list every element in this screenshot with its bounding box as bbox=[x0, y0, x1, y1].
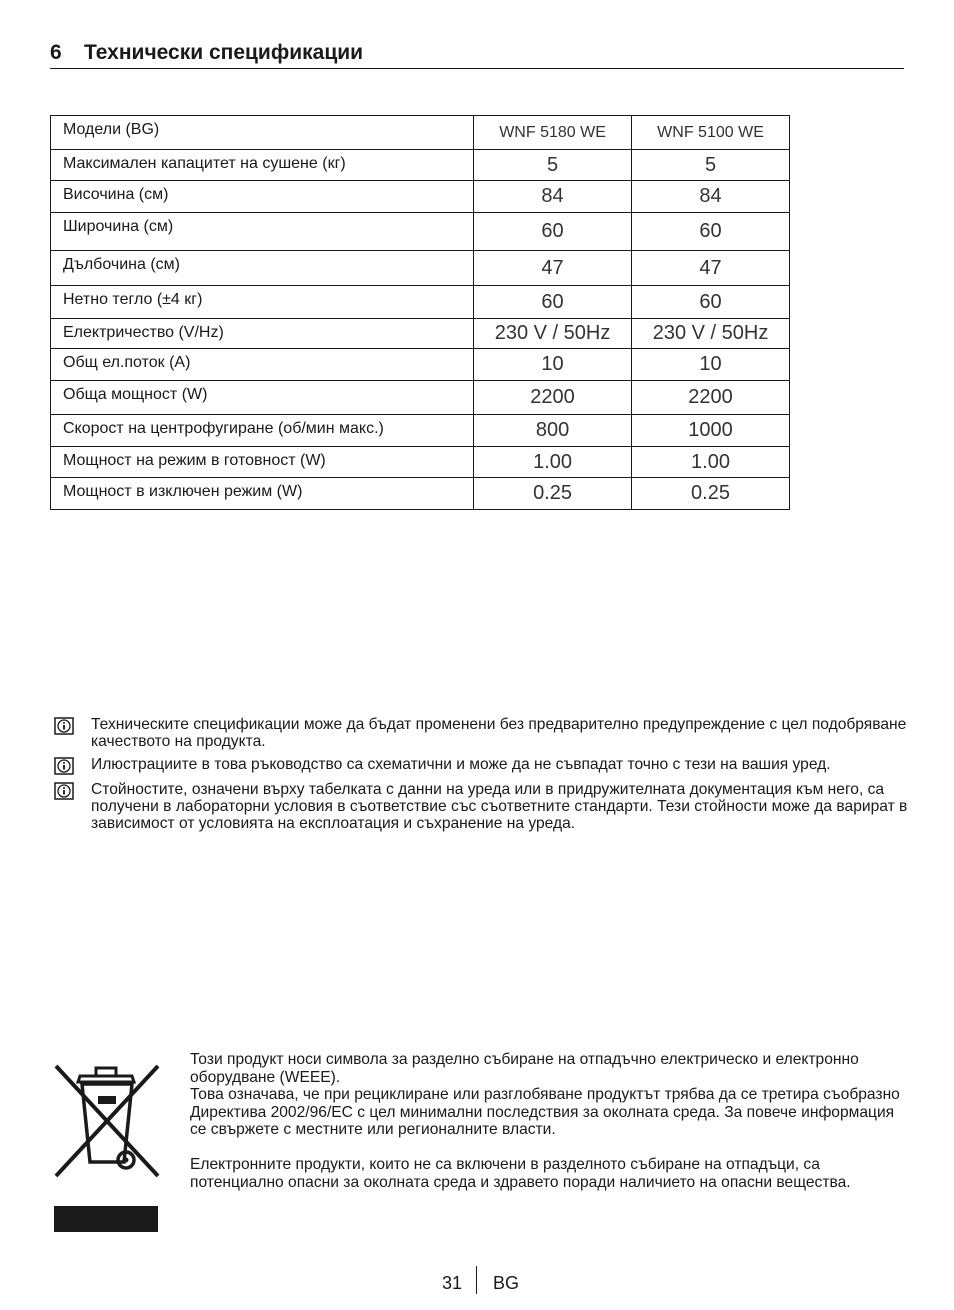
table-header-row bbox=[51, 116, 790, 150]
table-row bbox=[51, 349, 790, 381]
row-value-2: 47 bbox=[632, 251, 790, 286]
specs-table bbox=[50, 115, 790, 510]
row-value-1: 47 bbox=[474, 251, 632, 286]
row-label: Обща мощност (W) bbox=[51, 381, 474, 415]
row-value-2: 84 bbox=[632, 181, 790, 213]
language-code: BG bbox=[493, 1273, 520, 1293]
table-row bbox=[51, 251, 790, 286]
table-row bbox=[51, 447, 790, 478]
row-value-2: 10 bbox=[632, 349, 790, 381]
row-label: Височина (см) bbox=[51, 181, 474, 213]
row-value-2: 1000 bbox=[632, 415, 790, 447]
table-row bbox=[51, 381, 790, 415]
row-label: Мощност в изключен режим (W) bbox=[51, 478, 474, 510]
row-value-1: 84 bbox=[474, 181, 632, 213]
row-value-1: 230 V / 50Hz bbox=[474, 319, 632, 349]
info-icon bbox=[54, 781, 91, 832]
table-row bbox=[51, 213, 790, 251]
crossed-out-bin-icon bbox=[52, 1062, 162, 1185]
table-row bbox=[51, 415, 790, 447]
weee-paragraph-3: Електронните продукти, които не са включени в разделното събиране на отпадъци, са потенциално опасни за околната среда и здравето поради наличието на опасни вещества. bbox=[190, 1156, 851, 1191]
row-value-2: 60 bbox=[632, 286, 790, 319]
row-value-1: 60 bbox=[474, 213, 632, 251]
row-value-1: 60 bbox=[474, 286, 632, 319]
model-1: WNF 5180 WE bbox=[474, 116, 632, 150]
table-row bbox=[51, 181, 790, 213]
row-label: Скорост на центрофугиране (об/мин макс.) bbox=[51, 415, 474, 447]
row-value-1: 10 bbox=[474, 349, 632, 381]
weee-text bbox=[190, 1051, 910, 1191]
row-value-2: 60 bbox=[632, 213, 790, 251]
info-icon bbox=[54, 756, 91, 775]
table-row bbox=[51, 319, 790, 349]
row-label: Общ ел.поток (A) bbox=[51, 349, 474, 381]
row-label: Нетно тегло (±4 кг) bbox=[51, 286, 474, 319]
page-footer bbox=[0, 1266, 954, 1296]
row-label: Дълбочина (см) bbox=[51, 251, 474, 286]
info-icon bbox=[54, 716, 91, 750]
row-value-2: 1.00 bbox=[632, 447, 790, 478]
row-label: Мощност на режим в готовност (W) bbox=[51, 447, 474, 478]
row-label: Максимален капацитет на сушене (кг) bbox=[51, 150, 474, 181]
row-value-1: 2200 bbox=[474, 381, 632, 415]
row-value-1: 800 bbox=[474, 415, 632, 447]
table-row bbox=[51, 150, 790, 181]
note-text: Стойностите, означени върху табелката с данни на уреда или в придружителната документация към него, са получени в лабораторни условия в съответствие със съответните стандарти. Тези стойности може да варират в зависимост от условията на експлоатация и съхранение на уреда. bbox=[91, 781, 908, 832]
row-value-2: 0.25 bbox=[632, 478, 790, 510]
section-number: 6 bbox=[50, 41, 62, 64]
row-value-1: 1.00 bbox=[474, 447, 632, 478]
note-item bbox=[54, 781, 914, 832]
row-value-1: 0.25 bbox=[474, 478, 632, 510]
row-value-2: 2200 bbox=[632, 381, 790, 415]
row-value-2: 230 V / 50Hz bbox=[632, 319, 790, 349]
header-label: Модели (BG) bbox=[51, 116, 474, 150]
row-value-1: 5 bbox=[474, 150, 632, 181]
table-row bbox=[51, 478, 790, 510]
row-label: Електричество (V/Hz) bbox=[51, 319, 474, 349]
weee-paragraph-1: Този продукт носи символа за разделно събиране на отпадъчно електрическо и електронно оборудване (WEEE). bbox=[190, 1051, 859, 1086]
row-value-2: 5 bbox=[632, 150, 790, 181]
notes-list bbox=[54, 716, 914, 838]
note-text: Илюстрациите в това ръководство са схематични и може да не съвпадат точно с тези на вашия уред. bbox=[91, 756, 831, 773]
table-row bbox=[51, 286, 790, 319]
row-label: Широчина (см) bbox=[51, 213, 474, 251]
note-item bbox=[54, 716, 914, 750]
footer-divider bbox=[476, 1266, 477, 1294]
model-2: WNF 5100 WE bbox=[632, 116, 790, 150]
weee-paragraph-2: Това означава, че при рециклиране или разглобяване продуктът трябва да се третира съобразно Директива 2002/96/EC с цел минимални последствия за околната среда. За повече информация се свържете с местните или регионалните власти. bbox=[190, 1086, 900, 1138]
section-heading bbox=[50, 38, 904, 69]
note-text: Техническите спецификации може да бъдат променени без предварително предупреждение с цел подобряване качеството на продукта. bbox=[91, 716, 907, 750]
section-title: Технически спецификации bbox=[84, 41, 364, 64]
note-item bbox=[54, 756, 914, 775]
page-number: 31 bbox=[441, 1273, 462, 1293]
weee-bar bbox=[54, 1206, 158, 1232]
